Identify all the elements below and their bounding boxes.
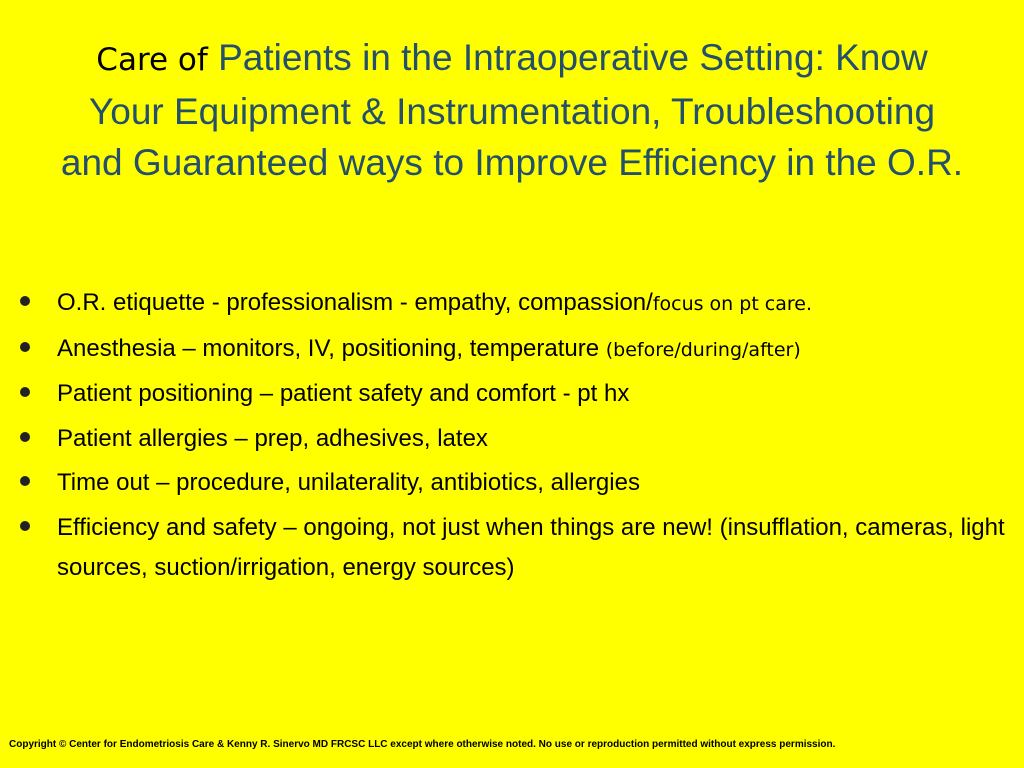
slide-title <box>60 32 964 188</box>
copyright-footer: Copyright © Center for Endometriosis Care & Kenny R. Sinervo MD FRCSC LLC except where otherwise noted. No use or reproduction permitted without express permission. <box>9 739 836 750</box>
bullet-dot-icon <box>20 432 30 442</box>
bullet-dot-icon <box>20 387 30 397</box>
bullet-item <box>0 463 1010 503</box>
bullet-text: Patient positioning – patient safety and comfort - pt hx <box>57 380 630 407</box>
bullet-list <box>0 283 1010 592</box>
bullet-text: Patient allergies – prep, adhesives, latex <box>57 424 488 452</box>
bullet-dot-icon <box>20 342 30 352</box>
bullet-text: O.R. etiquette - professionalism - empathy, compassion/ <box>57 289 653 316</box>
bullet-item <box>0 419 1010 459</box>
slide-title-rest: Patients in the Intraoperative Setting: Know Your Equipment & Instrumentation, Troubleshooting and Guaranteed ways to Improve Efficiency in the O.R. <box>60 37 964 183</box>
bullet-dot-icon <box>20 476 30 486</box>
bullet-text: Efficiency and safety – ongoing, not just when things are new! (insufflation, cameras, light sources, suction/irrigation, energy sources) <box>57 513 1005 581</box>
bullet-note: (before/during/after) <box>605 338 801 361</box>
bullet-text: Anesthesia – monitors, IV, positioning, temperature <box>57 334 606 362</box>
bullet-item <box>0 508 1010 588</box>
slide-title-lead: Care of <box>96 42 208 78</box>
bullet-note: focus on pt care. <box>652 293 813 315</box>
bullet-item <box>0 329 1010 370</box>
bullet-text: Time out – procedure, unilaterality, antibiotics, allergies <box>57 469 640 496</box>
bullet-item <box>0 283 1010 324</box>
bullet-item <box>0 374 1010 414</box>
bullet-dot-icon <box>20 521 30 531</box>
bullet-dot-icon <box>20 296 30 306</box>
